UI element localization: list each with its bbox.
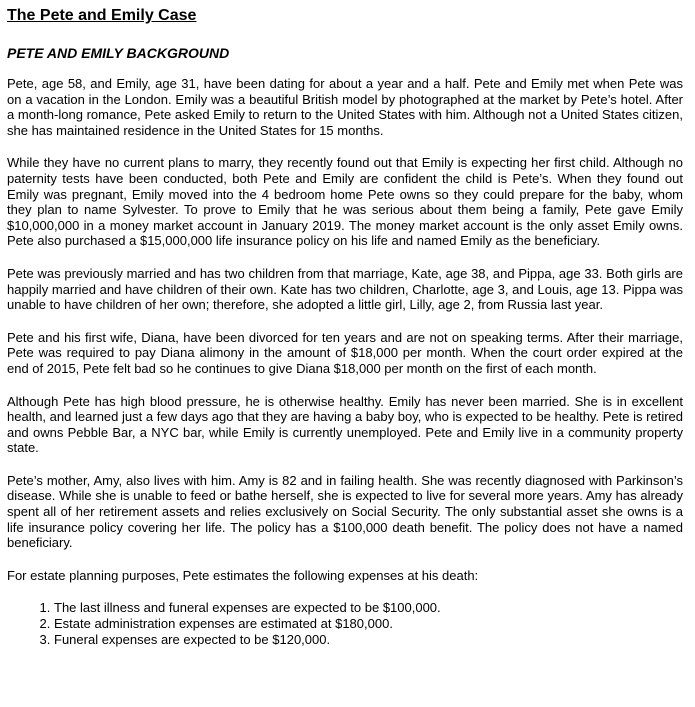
paragraph-children: Pete was previously married and has two children from that marriage, Kate, age 38, and Pippa, age 33. Both girls are happily married and have children of their own. Kate has two children, Charlotte, age 3, and Louis, age 13. Pippa was unable to have children of her own; therefore, she adopted a little girl, Lilly, age 2, from Russia last year. xyxy=(7,265,683,313)
paragraph-meeting: Pete, age 58, and Emily, age 31, have been dating for about a year and a half. Pete and Emily met when Pete was on a vacation in the London. Emily was a beautiful British model by photographed at the market by Pete’s hotel. After a month-long romance, Pete asked Emily to return to the United States with him. Although not a United States citizen, she has maintained residence in the United States for 15 months. xyxy=(7,76,683,138)
expense-item-funeral: 3. Funeral expenses are expected to be $120,000. xyxy=(54,632,683,648)
paragraph-health: Although Pete has high blood pressure, he is otherwise healthy. Emily has never been married. She is in excellent health, and learned just a few days ago that they are having a baby boy, who is expected to be healthy. Pete is retired and owns Pebble Bar, a NYC bar, while Emily is currently unemployed. Pete and Emily live in a community property state. xyxy=(7,393,683,456)
paragraph-pregnancy: While they have no current plans to marry, they recently found out that Emily is expecting her first child. Although no paternity tests have been conducted, both Pete and Emily are confident the child is Pete’s. When they found out Emily was pregnant, Emily moved into the 4 bedroom home Pete owns so they could prepare for the baby, whom they plan to name Sylvester. To prove to Emily that he was serious about them being a family, Pete gave Emily $10,000,000 in a money market account in January 2019. The money market account is the only asset Emily owns. Pete also purchased a $15,000,000 life insurance policy on his life and named Emily as the beneficiary. xyxy=(7,155,683,249)
expense-list xyxy=(7,600,683,647)
paragraph-mother: Pete’s mother, Amy, also lives with him. Amy is 82 and in failing health. She was recently diagnosed with Parkinson’s disease. While she is unable to feed or bathe herself, she is expected to live for several more years. Amy has already spent all of her retirement assets and relies exclusively on Social Security. The only substantial asset she owns is a life insurance policy covering her life. The policy has a $100,000 death benefit. The policy does not have a named beneficiary. xyxy=(7,472,683,551)
paragraph-estate-intro: For estate planning purposes, Pete estimates the following expenses at his death: xyxy=(7,567,479,583)
expense-item-illness: 1. The last illness and funeral expenses are expected to be $100,000. xyxy=(54,600,683,616)
document-title: The Pete and Emily Case xyxy=(7,7,197,24)
section-heading: PETE AND EMILY BACKGROUND xyxy=(7,45,230,61)
paragraph-divorce: Pete and his first wife, Diana, have been divorced for ten years and are not on speaking terms. After their marriage, Pete was required to pay Diana alimony in the amount of $18,000 per month. When the court order expired at the end of 2015, Pete felt bad so he continues to give Diana $18,000 per month on the first of each month. xyxy=(7,329,683,376)
expense-item-administration: 2. Estate administration expenses are estimated at $180,000. xyxy=(54,616,683,632)
